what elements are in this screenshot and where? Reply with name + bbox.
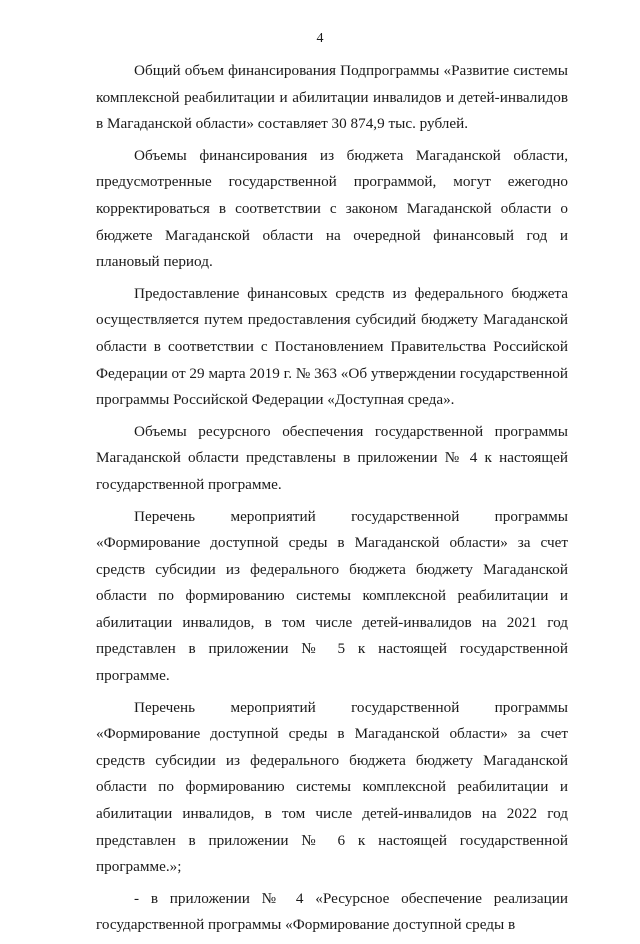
paragraph-measures-2022: Перечень мероприятий государственной программы «Формирование доступной среды в Магаданской области» за счет средств субсидии из федерального бюджета бюджету Магаданской области по формированию системы комплексной реабилитации и абилитации инвалидов, в том числе детей-инвалидов на 2022 год представлен в приложении № 6 к настоящей государственной программе.»; [96, 698, 568, 876]
page-number: 4 [316, 31, 324, 46]
document-body [96, 58, 568, 944]
paragraph-regional-budget: Объемы финансирования из бюджета Магаданской области, предусмотренные государственной программой, могут ежегодно корректироваться в соответствии с законом Магаданской области о бюджете Магаданской области на очередной финансовый год и плановый период. [96, 146, 568, 271]
paragraph-resource-support: Объемы ресурсного обеспечения государственной программы Магаданской области представлены в приложении № 4 к настоящей государственной программе. [96, 422, 568, 493]
paragraph-funding-total: Общий объем финансирования Подпрограммы «Развитие системы комплексной реабилитации и абилитации инвалидов и детей-инвалидов в Магаданской области» составляет 30 874,9 тыс. рублей. [96, 62, 568, 133]
paragraph-federal-funds: Предоставление финансовых средств из федерального бюджета осуществляется путем предоставления субсидий бюджету Магаданской области в соответствии с Постановлением Правительства Российской Федерации от 29 марта 2019 г. № 363 «Об утверждении государственной программы Российской Федерации «Доступная среда». [96, 284, 568, 409]
paragraph-measures-2021: Перечень мероприятий государственной программы «Формирование доступной среды в Магаданской области» за счет средств субсидии из федерального бюджета бюджету Магаданской области по формированию системы комплексной реабилитации и абилитации инвалидов, в том числе детей-инвалидов на 2021 год представлен в приложении № 5 к настоящей государственной программе. [96, 507, 568, 685]
paragraph-appendix-4: - в приложении № 4 «Ресурсное обеспечение реализации государственной программы «Формирование доступной среды в [96, 889, 568, 934]
